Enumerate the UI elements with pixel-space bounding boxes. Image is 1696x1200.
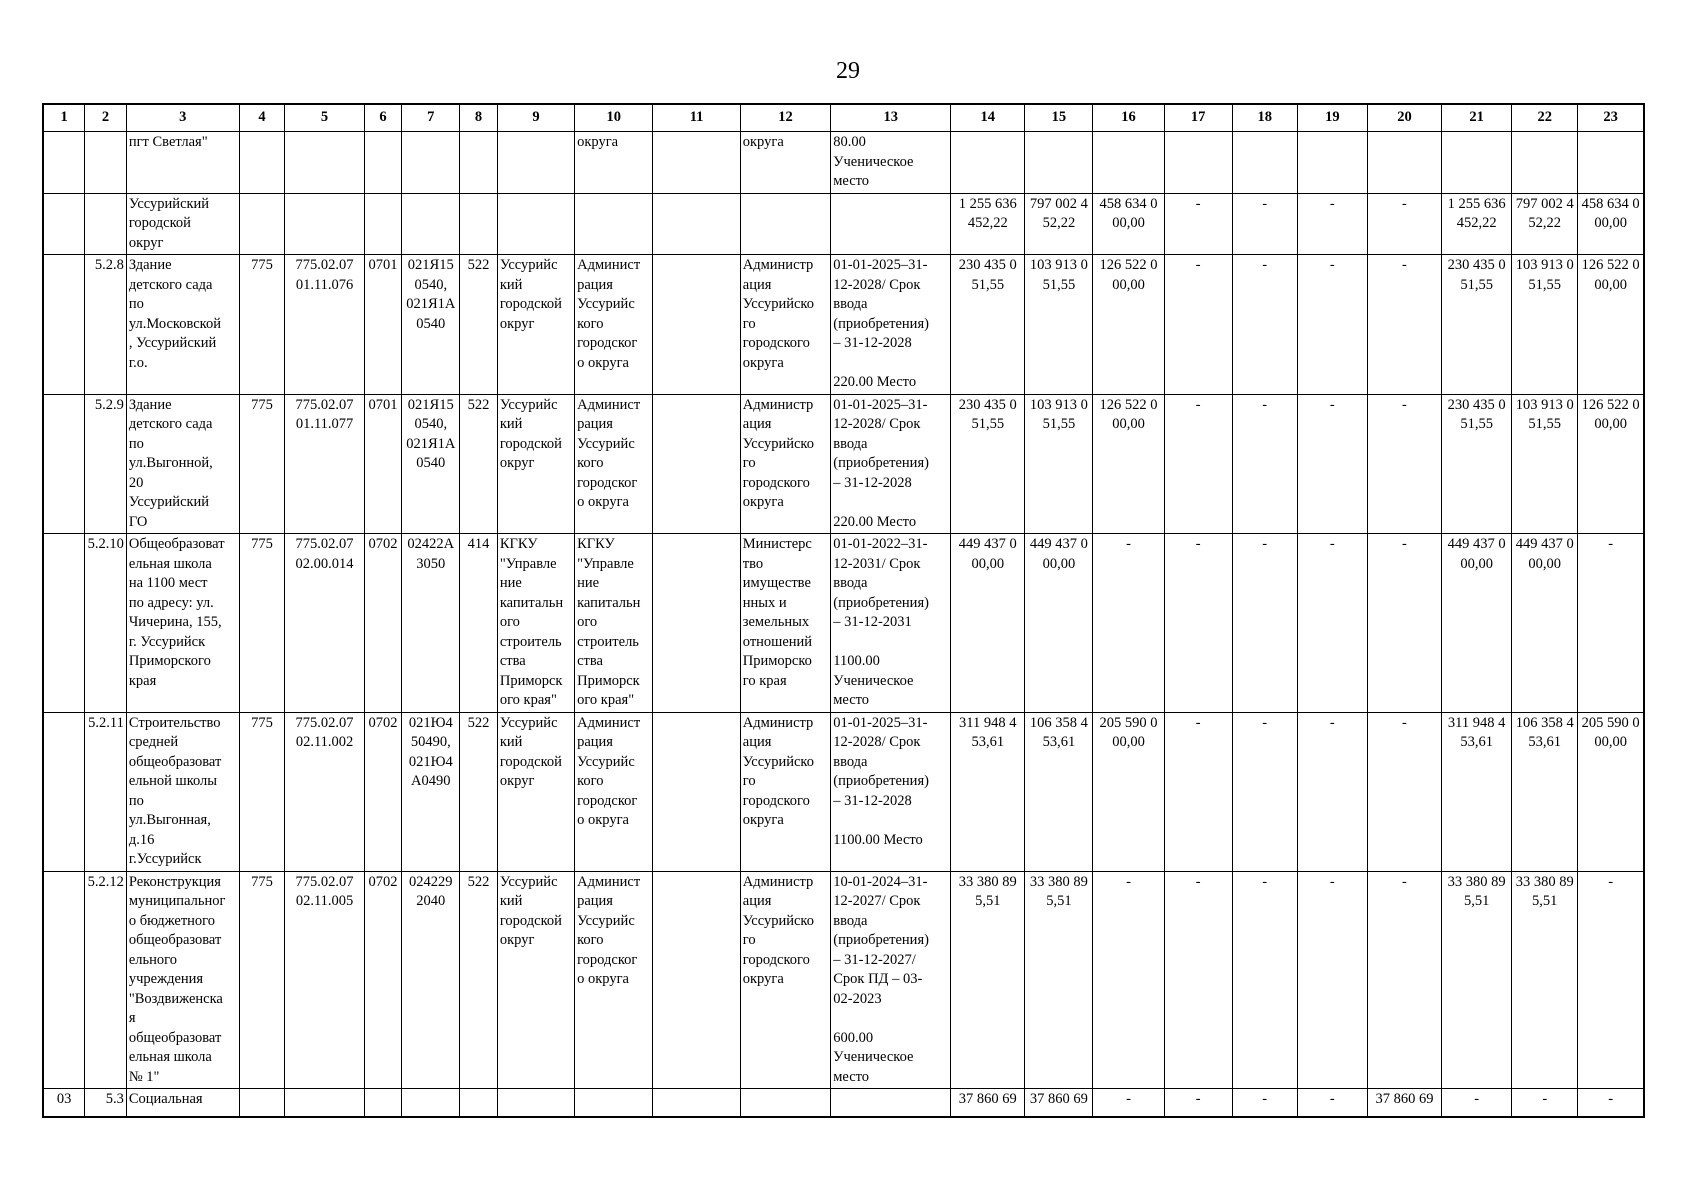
cell-col-21: 1 255 636 452,22 bbox=[1442, 193, 1512, 255]
column-header-2: 2 bbox=[85, 104, 127, 132]
cell-col-23: - bbox=[1578, 1089, 1644, 1117]
cell-col-15: 103 913 0 51,55 bbox=[1025, 394, 1093, 534]
cell-col-3: Социальная bbox=[126, 1089, 239, 1117]
cell-col-8: 414 bbox=[460, 534, 498, 713]
cell-col-22: 449 437 0 00,00 bbox=[1512, 534, 1578, 713]
cell-col-5 bbox=[285, 193, 364, 255]
cell-col-12: Администр ация Уссурийско го городского округа bbox=[740, 255, 830, 395]
cell-col-8 bbox=[460, 1089, 498, 1117]
cell-col-20: - bbox=[1367, 712, 1441, 871]
cell-col-4: 775 bbox=[239, 712, 285, 871]
column-header-14: 14 bbox=[951, 104, 1025, 132]
cell-col-3: Строительство средней общеобразоват ельной школы по ул.Выгонная, д.16 г.Уссурийск bbox=[126, 712, 239, 871]
cell-col-4: 775 bbox=[239, 255, 285, 395]
cell-col-17 bbox=[1164, 132, 1232, 194]
cell-col-5 bbox=[285, 1089, 364, 1117]
cell-col-16: 205 590 0 00,00 bbox=[1093, 712, 1164, 871]
column-header-21: 21 bbox=[1442, 104, 1512, 132]
cell-col-2: 5.2.12 bbox=[85, 871, 127, 1089]
cell-col-5: 775.02.07 02.11.005 bbox=[285, 871, 364, 1089]
cell-col-7: 021Я15 0540, 021Я1А 0540 bbox=[402, 394, 460, 534]
column-header-9: 9 bbox=[497, 104, 574, 132]
cell-col-10 bbox=[575, 193, 653, 255]
cell-col-10: КГКУ "Управле ние капитальн ого строитель ства Приморск ого края" bbox=[575, 534, 653, 713]
cell-col-2 bbox=[85, 193, 127, 255]
column-header-6: 6 bbox=[364, 104, 402, 132]
cell-col-1 bbox=[43, 394, 85, 534]
cell-col-20: - bbox=[1367, 534, 1441, 713]
cell-col-4: 775 bbox=[239, 871, 285, 1089]
cell-col-9 bbox=[497, 1089, 574, 1117]
cell-col-11 bbox=[653, 193, 740, 255]
cell-col-13: 80.00 Ученическое место bbox=[831, 132, 951, 194]
column-header-10: 10 bbox=[575, 104, 653, 132]
cell-col-17: - bbox=[1164, 871, 1232, 1089]
row-5-2-8 bbox=[43, 255, 1644, 395]
cell-col-2: 5.2.8 bbox=[85, 255, 127, 395]
cell-col-10: Админист рация Уссурийс кого городског о округа bbox=[575, 712, 653, 871]
cell-col-1 bbox=[43, 871, 85, 1089]
cell-col-12: Администр ация Уссурийско го городского округа bbox=[740, 712, 830, 871]
cell-col-9: Уссурийс кий городской округ bbox=[497, 871, 574, 1089]
column-header-23: 23 bbox=[1578, 104, 1644, 132]
cell-col-18: - bbox=[1232, 712, 1297, 871]
cell-col-11 bbox=[653, 534, 740, 713]
cell-col-19: - bbox=[1297, 871, 1367, 1089]
cell-col-12: Администр ация Уссурийско го городского округа bbox=[740, 394, 830, 534]
cell-col-9: Уссурийс кий городской округ bbox=[497, 255, 574, 395]
cell-col-1 bbox=[43, 534, 85, 713]
cell-col-3: Здание детского сада по ул.Выгонной, 20 Уссурийский ГО bbox=[126, 394, 239, 534]
row-5-2-10 bbox=[43, 534, 1644, 713]
row-5-2-11 bbox=[43, 712, 1644, 871]
cell-col-22: 797 002 4 52,22 bbox=[1512, 193, 1578, 255]
cell-col-20: - bbox=[1367, 871, 1441, 1089]
cell-col-8: 522 bbox=[460, 871, 498, 1089]
cell-col-14 bbox=[951, 132, 1025, 194]
cell-col-22 bbox=[1512, 132, 1578, 194]
cell-col-22: 103 913 0 51,55 bbox=[1512, 255, 1578, 395]
cell-col-3: Реконструкция муниципальног о бюджетного общеобразоват ельного учреждения "Воздвиженска я общеобразоват ельная школа № 1" bbox=[126, 871, 239, 1089]
page-number: 29 bbox=[836, 58, 860, 84]
cell-col-15: 449 437 0 00,00 bbox=[1025, 534, 1093, 713]
cell-col-7 bbox=[402, 193, 460, 255]
cell-col-5 bbox=[285, 132, 364, 194]
cell-col-19 bbox=[1297, 132, 1367, 194]
cell-col-21: 311 948 4 53,61 bbox=[1442, 712, 1512, 871]
cell-col-14: 1 255 636 452,22 bbox=[951, 193, 1025, 255]
cell-col-1 bbox=[43, 255, 85, 395]
cell-col-23 bbox=[1578, 132, 1644, 194]
cell-col-17: - bbox=[1164, 394, 1232, 534]
row-subtotal-ussuriysk bbox=[43, 193, 1644, 255]
cell-col-12 bbox=[740, 1089, 830, 1117]
cell-col-6: 0702 bbox=[364, 871, 402, 1089]
cell-col-13: 01-01-2025–31- 12-2028/ Срок ввода (приобретения) – 31-12-2028 220.00 Место bbox=[831, 394, 951, 534]
cell-col-17: - bbox=[1164, 534, 1232, 713]
column-header-15: 15 bbox=[1025, 104, 1093, 132]
cell-col-16: 126 522 0 00,00 bbox=[1093, 255, 1164, 395]
cell-col-9: Уссурийс кий городской округ bbox=[497, 394, 574, 534]
cell-col-10: Админист рация Уссурийс кого городског о округа bbox=[575, 255, 653, 395]
cell-col-9 bbox=[497, 132, 574, 194]
cell-col-23: 205 590 0 00,00 bbox=[1578, 712, 1644, 871]
cell-col-14: 37 860 69 bbox=[951, 1089, 1025, 1117]
cell-col-3: Общеобразоват ельная школа на 1100 мест по адресу: ул. Чичерина, 155, г. Уссурийск Приморского края bbox=[126, 534, 239, 713]
cell-col-13: 10-01-2024–31- 12-2027/ Срок ввода (приобретения) – 31-12-2027/ Срок ПД – 03- 02-2023 600.00 Ученическое место bbox=[831, 871, 951, 1089]
cell-col-22: 106 358 4 53,61 bbox=[1512, 712, 1578, 871]
cell-col-5: 775.02.07 01.11.076 bbox=[285, 255, 364, 395]
cell-col-4: 775 bbox=[239, 394, 285, 534]
column-header-13: 13 bbox=[831, 104, 951, 132]
cell-col-20: - bbox=[1367, 255, 1441, 395]
cell-col-11 bbox=[653, 132, 740, 194]
cell-col-2: 5.2.10 bbox=[85, 534, 127, 713]
cell-col-6 bbox=[364, 193, 402, 255]
column-header-3: 3 bbox=[126, 104, 239, 132]
column-header-8: 8 bbox=[460, 104, 498, 132]
cell-col-6: 0702 bbox=[364, 712, 402, 871]
cell-col-5: 775.02.07 01.11.077 bbox=[285, 394, 364, 534]
cell-col-19: - bbox=[1297, 394, 1367, 534]
cell-col-1: 03 bbox=[43, 1089, 85, 1117]
cell-col-2: 5.2.11 bbox=[85, 712, 127, 871]
cell-col-4 bbox=[239, 193, 285, 255]
cell-col-13 bbox=[831, 193, 951, 255]
cell-col-16: - bbox=[1093, 1089, 1164, 1117]
column-header-16: 16 bbox=[1093, 104, 1164, 132]
cell-col-12 bbox=[740, 193, 830, 255]
cell-col-9: Уссурийс кий городской округ bbox=[497, 712, 574, 871]
budget-table bbox=[42, 103, 1645, 1118]
cell-col-11 bbox=[653, 1089, 740, 1117]
cell-col-19: - bbox=[1297, 534, 1367, 713]
cell-col-15: 37 860 69 bbox=[1025, 1089, 1093, 1117]
cell-col-6: 0701 bbox=[364, 394, 402, 534]
cell-col-8 bbox=[460, 193, 498, 255]
cell-col-17: - bbox=[1164, 1089, 1232, 1117]
cell-col-10 bbox=[575, 1089, 653, 1117]
cell-col-18: - bbox=[1232, 394, 1297, 534]
cell-col-6: 0701 bbox=[364, 255, 402, 395]
cell-col-8: 522 bbox=[460, 394, 498, 534]
cell-col-16: 458 634 0 00,00 bbox=[1093, 193, 1164, 255]
cell-col-3: Уссурийский городской округ bbox=[126, 193, 239, 255]
cell-col-10: округа bbox=[575, 132, 653, 194]
column-header-4: 4 bbox=[239, 104, 285, 132]
cell-col-7: 021Я15 0540, 021Я1А 0540 bbox=[402, 255, 460, 395]
cell-col-15: 797 002 4 52,22 bbox=[1025, 193, 1093, 255]
cell-col-14: 311 948 4 53,61 bbox=[951, 712, 1025, 871]
cell-col-6: 0702 bbox=[364, 534, 402, 713]
cell-col-2: 5.3 bbox=[85, 1089, 127, 1117]
cell-col-13: 01-01-2022–31- 12-2031/ Срок ввода (приобретения) – 31-12-2031 1100.00 Ученическое место bbox=[831, 534, 951, 713]
cell-col-18 bbox=[1232, 132, 1297, 194]
cell-col-18: - bbox=[1232, 1089, 1297, 1117]
cell-col-20: - bbox=[1367, 394, 1441, 534]
cell-col-23: 126 522 0 00,00 bbox=[1578, 255, 1644, 395]
cell-col-21: 230 435 0 51,55 bbox=[1442, 255, 1512, 395]
cell-col-17: - bbox=[1164, 712, 1232, 871]
column-header-17: 17 bbox=[1164, 104, 1232, 132]
row-continuation bbox=[43, 132, 1644, 194]
cell-col-18: - bbox=[1232, 871, 1297, 1089]
cell-col-23: 458 634 0 00,00 bbox=[1578, 193, 1644, 255]
cell-col-19: - bbox=[1297, 712, 1367, 871]
cell-col-2 bbox=[85, 132, 127, 194]
cell-col-19: - bbox=[1297, 193, 1367, 255]
cell-col-22: 33 380 89 5,51 bbox=[1512, 871, 1578, 1089]
row-5-2-9 bbox=[43, 394, 1644, 534]
cell-col-8: 522 bbox=[460, 712, 498, 871]
cell-col-13: 01-01-2025–31- 12-2028/ Срок ввода (приобретения) – 31-12-2028 220.00 Место bbox=[831, 255, 951, 395]
cell-col-16: - bbox=[1093, 534, 1164, 713]
column-header-20: 20 bbox=[1367, 104, 1441, 132]
cell-col-7: 021Ю4 50490, 021Ю4 А0490 bbox=[402, 712, 460, 871]
cell-col-7 bbox=[402, 1089, 460, 1117]
cell-col-4: 775 bbox=[239, 534, 285, 713]
cell-col-4 bbox=[239, 1089, 285, 1117]
column-header-22: 22 bbox=[1512, 104, 1578, 132]
cell-col-15 bbox=[1025, 132, 1093, 194]
cell-col-20: 37 860 69 bbox=[1367, 1089, 1441, 1117]
column-header-12: 12 bbox=[740, 104, 830, 132]
cell-col-15: 33 380 89 5,51 bbox=[1025, 871, 1093, 1089]
cell-col-19: - bbox=[1297, 1089, 1367, 1117]
cell-col-2: 5.2.9 bbox=[85, 394, 127, 534]
cell-col-14: 230 435 0 51,55 bbox=[951, 394, 1025, 534]
column-header-11: 11 bbox=[653, 104, 740, 132]
cell-col-8 bbox=[460, 132, 498, 194]
cell-col-16: 126 522 0 00,00 bbox=[1093, 394, 1164, 534]
cell-col-11 bbox=[653, 871, 740, 1089]
cell-col-22: - bbox=[1512, 1089, 1578, 1117]
column-header-1: 1 bbox=[43, 104, 85, 132]
header-row bbox=[43, 104, 1644, 132]
cell-col-20 bbox=[1367, 132, 1441, 194]
cell-col-3: пгт Светлая" bbox=[126, 132, 239, 194]
cell-col-21 bbox=[1442, 132, 1512, 194]
column-header-7: 7 bbox=[402, 104, 460, 132]
cell-col-7 bbox=[402, 132, 460, 194]
cell-col-8: 522 bbox=[460, 255, 498, 395]
cell-col-9: КГКУ "Управле ние капитальн ого строитель ства Приморск ого края" bbox=[497, 534, 574, 713]
cell-col-22: 103 913 0 51,55 bbox=[1512, 394, 1578, 534]
cell-col-23: - bbox=[1578, 871, 1644, 1089]
cell-col-23: - bbox=[1578, 534, 1644, 713]
cell-col-14: 230 435 0 51,55 bbox=[951, 255, 1025, 395]
cell-col-5: 775.02.07 02.11.002 bbox=[285, 712, 364, 871]
cell-col-9 bbox=[497, 193, 574, 255]
cell-col-12: Министерс тво имуществе нных и земельных отношений Приморско го края bbox=[740, 534, 830, 713]
cell-col-23: 126 522 0 00,00 bbox=[1578, 394, 1644, 534]
cell-col-21: - bbox=[1442, 1089, 1512, 1117]
cell-col-4 bbox=[239, 132, 285, 194]
cell-col-19: - bbox=[1297, 255, 1367, 395]
column-header-5: 5 bbox=[285, 104, 364, 132]
cell-col-13: 01-01-2025–31- 12-2028/ Срок ввода (приобретения) – 31-12-2028 1100.00 Место bbox=[831, 712, 951, 871]
cell-col-6 bbox=[364, 132, 402, 194]
cell-col-15: 106 358 4 53,61 bbox=[1025, 712, 1093, 871]
cell-col-20: - bbox=[1367, 193, 1441, 255]
cell-col-13 bbox=[831, 1089, 951, 1117]
cell-col-18: - bbox=[1232, 534, 1297, 713]
cell-col-16 bbox=[1093, 132, 1164, 194]
cell-col-1 bbox=[43, 193, 85, 255]
cell-col-21: 230 435 0 51,55 bbox=[1442, 394, 1512, 534]
cell-col-11 bbox=[653, 255, 740, 395]
cell-col-12: округа bbox=[740, 132, 830, 194]
cell-col-10: Админист рация Уссурийс кого городског о округа bbox=[575, 394, 653, 534]
cell-col-14: 449 437 0 00,00 bbox=[951, 534, 1025, 713]
row-5-2-12 bbox=[43, 871, 1644, 1089]
cell-col-10: Админист рация Уссурийс кого городског о округа bbox=[575, 871, 653, 1089]
cell-col-11 bbox=[653, 712, 740, 871]
column-header-19: 19 bbox=[1297, 104, 1367, 132]
cell-col-14: 33 380 89 5,51 bbox=[951, 871, 1025, 1089]
cell-col-6 bbox=[364, 1089, 402, 1117]
column-header-18: 18 bbox=[1232, 104, 1297, 132]
cell-col-18: - bbox=[1232, 193, 1297, 255]
cell-col-5: 775.02.07 02.00.014 bbox=[285, 534, 364, 713]
cell-col-3: Здание детского сада по ул.Московской , Уссурийский г.о. bbox=[126, 255, 239, 395]
cell-col-7: 024229 2040 bbox=[402, 871, 460, 1089]
cell-col-11 bbox=[653, 394, 740, 534]
cell-col-7: 02422А 3050 bbox=[402, 534, 460, 713]
cell-col-21: 449 437 0 00,00 bbox=[1442, 534, 1512, 713]
cell-col-12: Администр ация Уссурийско го городского округа bbox=[740, 871, 830, 1089]
cell-col-1 bbox=[43, 132, 85, 194]
cell-col-16: - bbox=[1093, 871, 1164, 1089]
cell-col-17: - bbox=[1164, 193, 1232, 255]
cell-col-17: - bbox=[1164, 255, 1232, 395]
cell-col-1 bbox=[43, 712, 85, 871]
cell-col-21: 33 380 89 5,51 bbox=[1442, 871, 1512, 1089]
cell-col-15: 103 913 0 51,55 bbox=[1025, 255, 1093, 395]
row-5-3 bbox=[43, 1089, 1644, 1117]
cell-col-18: - bbox=[1232, 255, 1297, 395]
